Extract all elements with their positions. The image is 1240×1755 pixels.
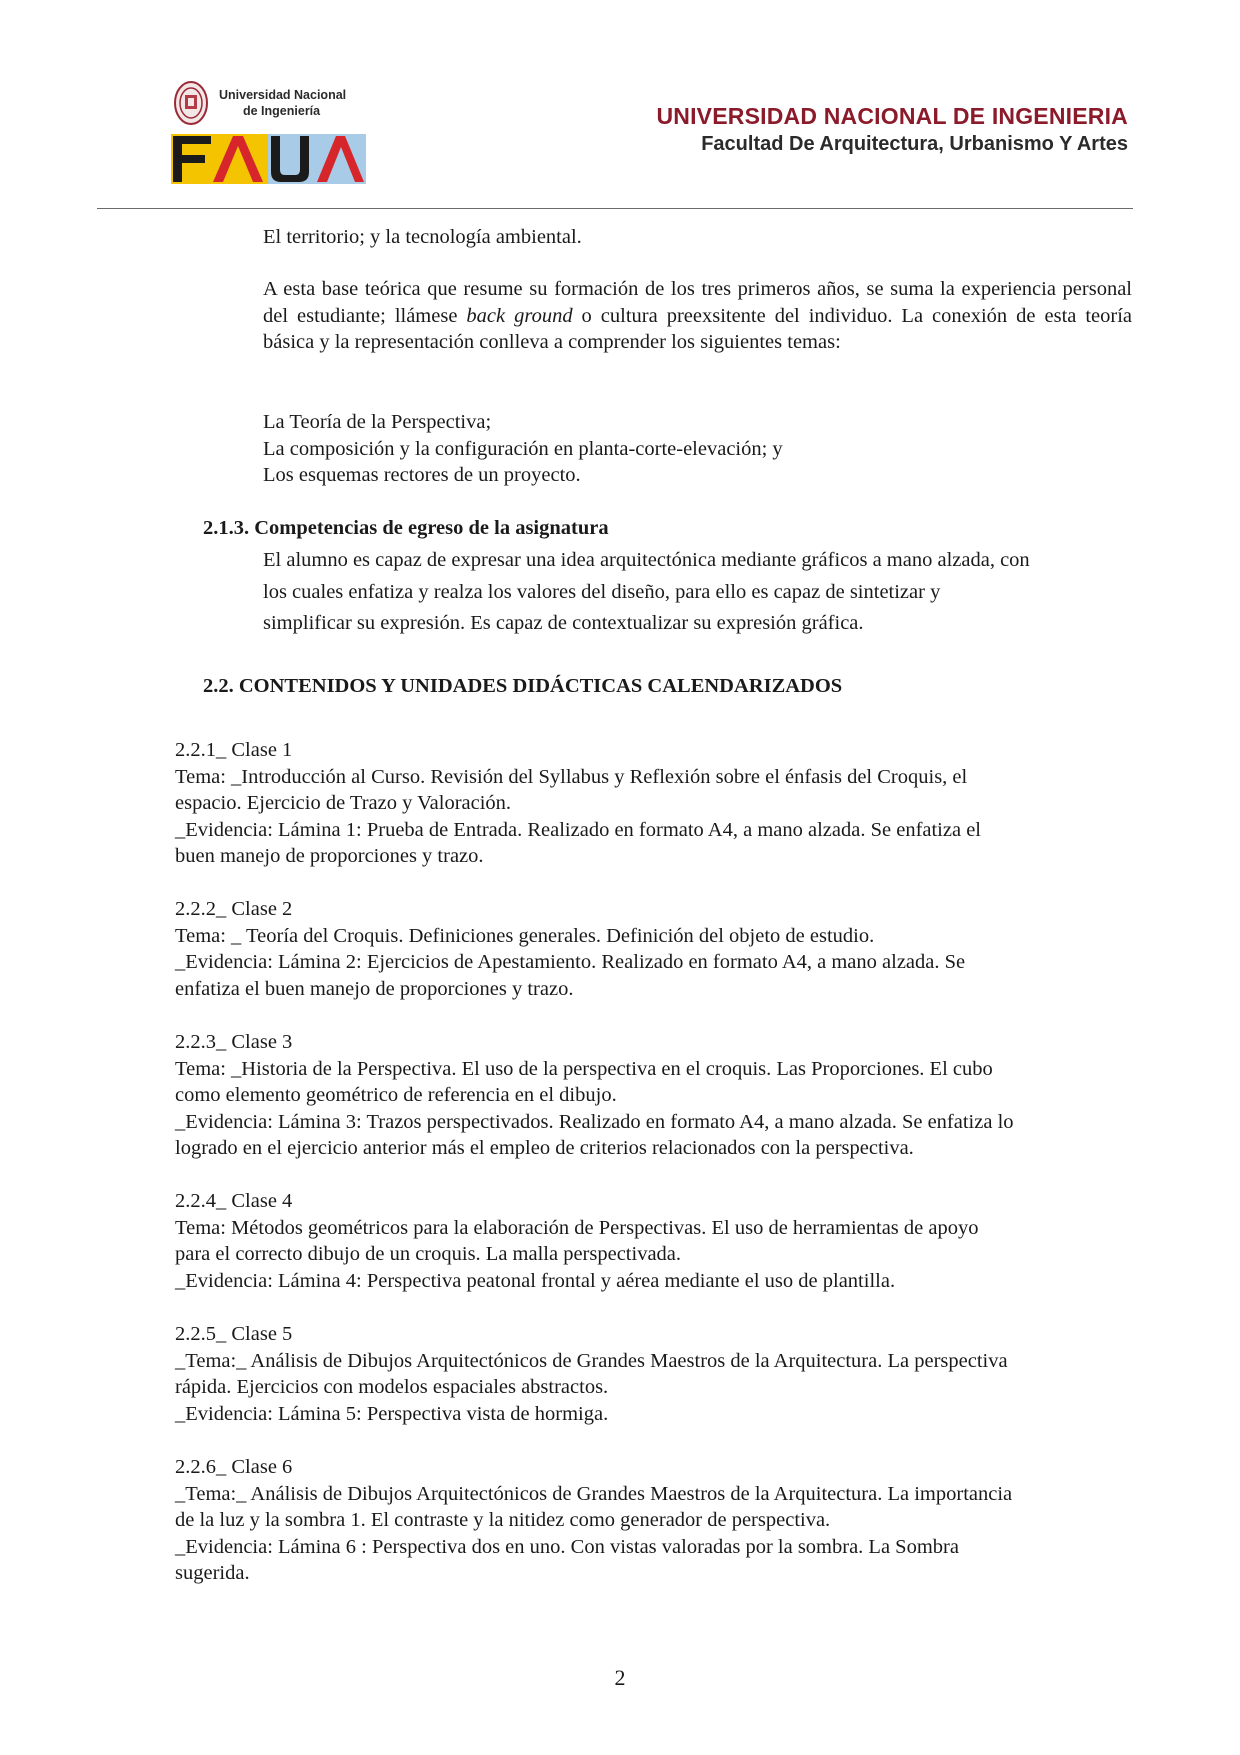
clase-line: espacio. Ejercicio de Trazo y Valoración. xyxy=(175,792,512,814)
clase-line: rápida. Ejercicios con modelos espaciales abstractos. xyxy=(175,1376,609,1398)
clase-line: buen manejo de proporciones y trazo. xyxy=(175,845,484,867)
clase-title: 2.2.6_ Clase 6 xyxy=(175,1456,293,1478)
clase-line: enfatiza el buen manejo de proporciones y trazo. xyxy=(175,977,574,1000)
clase-line: _Tema:_ Análisis de Dibujos Arquitectónicos de Grandes Maestros de la Arquitectura. La perspectiva xyxy=(175,1349,1008,1372)
clase-block-6 xyxy=(175,1454,1012,1587)
clase-title: 2.2.4_ Clase 4 xyxy=(175,1190,293,1212)
logo-line-1: Universidad Nacional xyxy=(219,88,347,102)
clase-line: _Evidencia: Lámina 5: Perspectiva vista de hormiga. xyxy=(175,1402,609,1425)
contenidos-heading: 2.2. CONTENIDOS Y UNIDADES DIDÁCTICAS CALENDARIZADOS xyxy=(203,675,843,697)
clase-line: Tema: _Historia de la Perspectiva. El uso de la perspectiva en el croquis. Las Proporciones. El cubo xyxy=(175,1057,993,1080)
clase-title: 2.2.1_ Clase 1 xyxy=(175,739,293,761)
intro-text-a: A esta base teórica que resume su formación de los tres primeros años, se suma la experiencia personal del estudiante; llámese xyxy=(263,278,1132,327)
competencias-line: los cuales enfatiza y realza los valores del diseño, para ello es capaz de sintetizar y xyxy=(263,580,941,603)
faua-logo-icon xyxy=(171,134,366,184)
competencias-paragraph xyxy=(263,545,1030,640)
university-name xyxy=(219,87,346,119)
clase-line: logrado en el ejercicio anterior más el empleo de criterios relacionados con la perspectiva. xyxy=(175,1137,914,1159)
intro-line: El territorio; y la tecnología ambiental. xyxy=(263,226,582,248)
topic-item: La composición y la configuración en planta-corte-elevación; y xyxy=(263,437,783,460)
clase-block-5 xyxy=(175,1321,1008,1427)
intro-paragraph xyxy=(263,276,1132,356)
clase-line: _Evidencia: Lámina 3: Trazos perspectivados. Realizado en formato A4, a mano alzada. Se enfatiza lo xyxy=(175,1110,1014,1133)
clase-line: de la luz y la sombra 1. El contraste y la nitidez como generador de perspectiva. xyxy=(175,1509,831,1531)
faculty-logo xyxy=(171,78,366,184)
university-title: UNIVERSIDAD NACIONAL DE INGENIERIA xyxy=(656,103,1128,129)
clase-line: Tema: Métodos geométricos para la elaboración de Perspectivas. El uso de herramientas de apoyo xyxy=(175,1216,979,1239)
topic-item: Los esquemas rectores de un proyecto. xyxy=(263,464,581,486)
document-header xyxy=(656,102,1128,157)
clase-title: 2.2.2_ Clase 2 xyxy=(175,898,293,920)
clase-line: para el correcto dibujo de un croquis. La malla perspectivada. xyxy=(175,1243,682,1265)
clase-line: _Evidencia: Lámina 4: Perspectiva peatonal frontal y aérea mediante el uso de plantilla. xyxy=(175,1269,896,1292)
clase-block-1 xyxy=(175,737,981,870)
clase-block-4 xyxy=(175,1188,978,1294)
clase-line: como elemento geométrico de referencia en el dibujo. xyxy=(175,1084,617,1106)
university-seal-icon xyxy=(174,80,208,126)
logo-line-2: de Ingeniería xyxy=(243,104,321,118)
header-divider xyxy=(97,208,1133,209)
clase-block-3 xyxy=(175,1029,1014,1162)
clase-block-2 xyxy=(175,896,965,1002)
page-number: 2 xyxy=(614,1665,626,1690)
clase-line: _Evidencia: Lámina 2: Ejercicios de Apestamiento. Realizado en formato A4, a mano alzada. Se xyxy=(175,951,966,973)
clase-title: 2.2.3_ Clase 3 xyxy=(175,1031,293,1053)
competencias-line: El alumno es capaz de expresar una idea arquitectónica mediante gráficos a mano alzada, con xyxy=(263,549,1030,571)
topics-list xyxy=(263,409,783,489)
competencias-line: simplificar su expresión. Es capaz de contextualizar su expresión gráfica. xyxy=(263,612,864,634)
intro-text-b: o cultura preexsitente del individuo. La conexión de esta teoría básica y la representación conlleva a comprender los siguientes temas: xyxy=(263,304,1133,353)
clase-line: sugerida. xyxy=(175,1562,250,1584)
clase-title: 2.2.5_ Clase 5 xyxy=(175,1323,293,1345)
competencias-heading: 2.1.3. Competencias de egreso de la asignatura xyxy=(203,517,609,539)
faculty-subtitle: Facultad De Arquitectura, Urbanismo Y Artes xyxy=(701,133,1128,155)
clase-line: _Tema:_ Análisis de Dibujos Arquitectónicos de Grandes Maestros de la Arquitectura. La importancia xyxy=(175,1482,1013,1505)
clase-line: _Evidencia: Lámina 6 : Perspectiva dos en uno. Con vistas valoradas por la sombra. La Sombra xyxy=(175,1535,959,1558)
intro-emphasis: back ground xyxy=(466,304,573,327)
clase-line: Tema: _ Teoría del Croquis. Definiciones generales. Definición del objeto de estudio. xyxy=(175,924,875,947)
clase-line: _Evidencia: Lámina 1: Prueba de Entrada. Realizado en formato A4, a mano alzada. Se enfatiza el xyxy=(175,818,981,841)
clase-line: Tema: _Introducción al Curso. Revisión del Syllabus y Reflexión sobre el énfasis del Croquis, el xyxy=(175,765,968,788)
topic-item: La Teoría de la Perspectiva; xyxy=(263,411,492,433)
